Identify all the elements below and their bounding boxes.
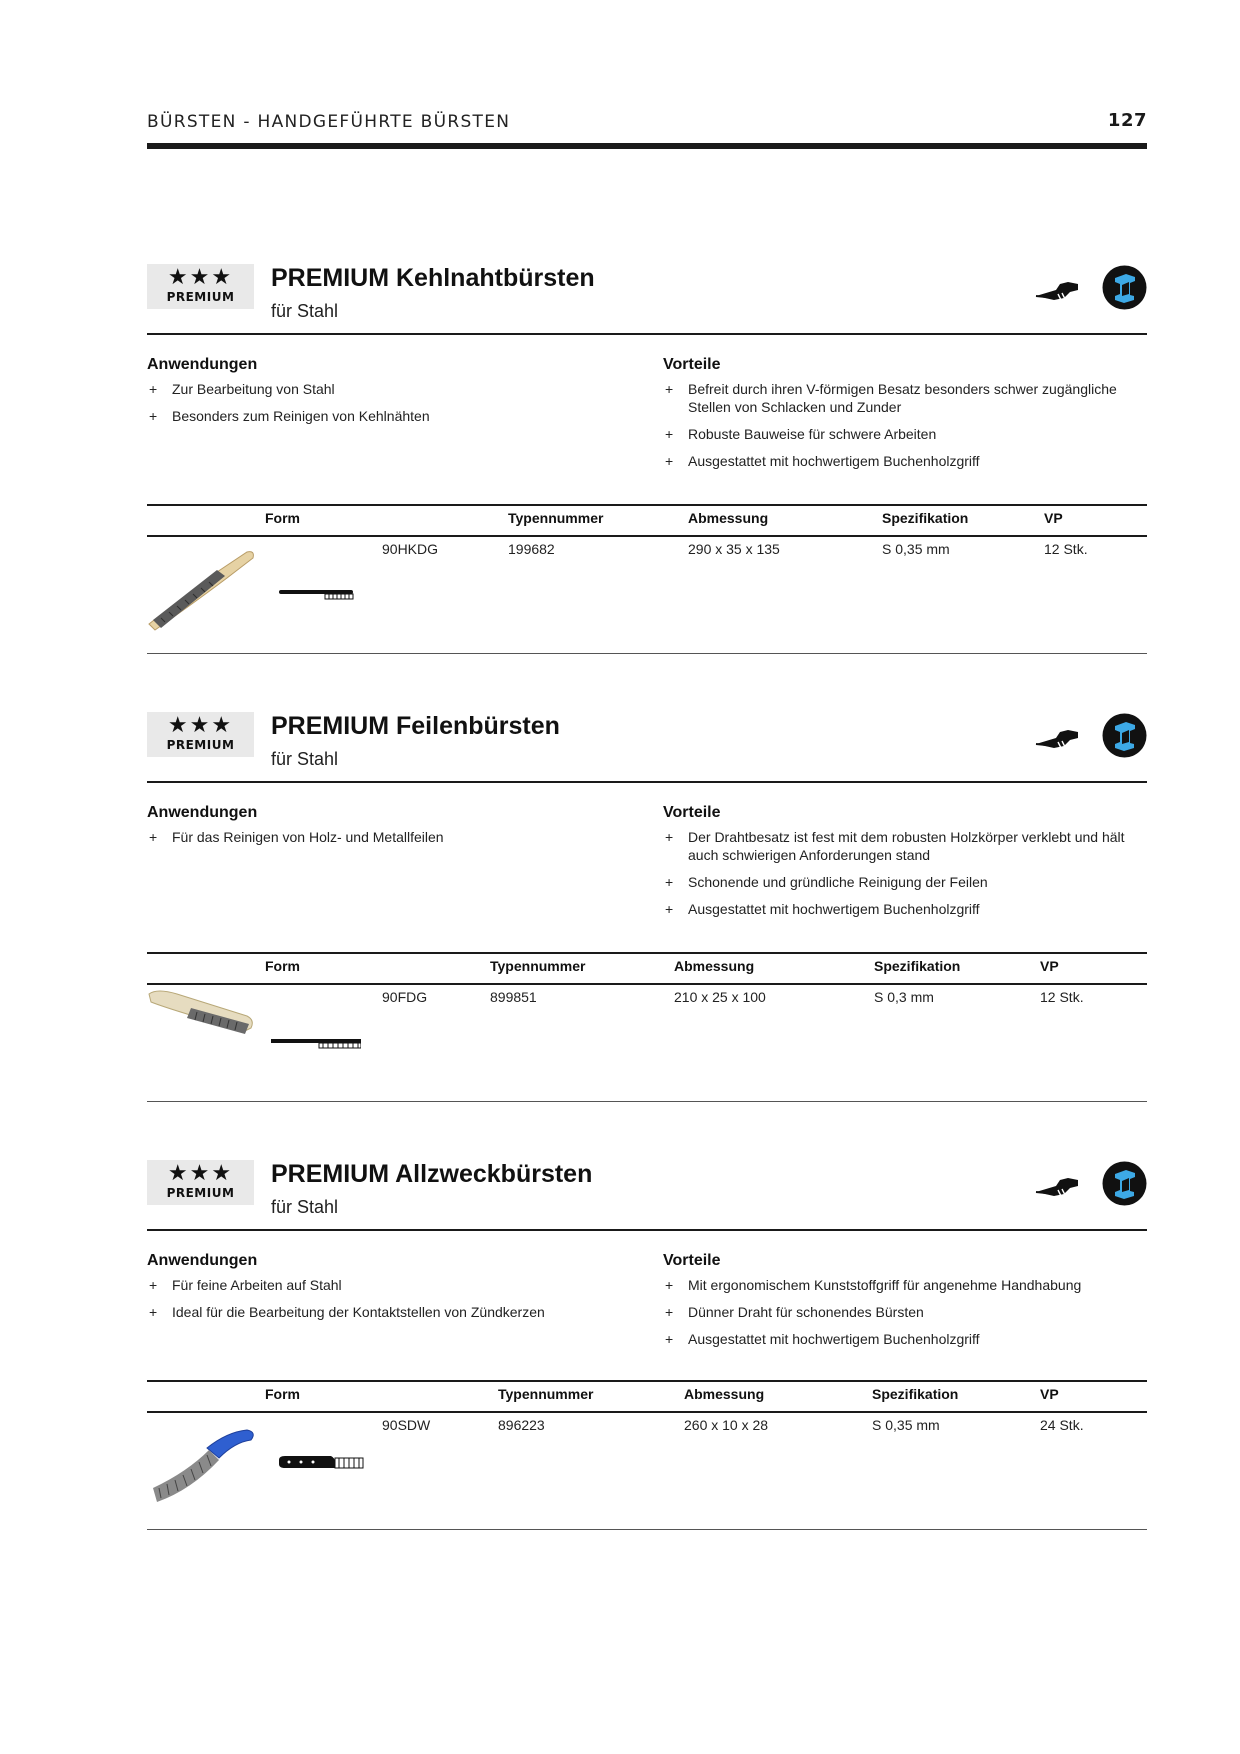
product-title: PREMIUM Kehlnahtbürsten (271, 264, 595, 292)
advantages-heading: Vorteile (663, 1252, 721, 1269)
product-title: PREMIUM Feilenbürsten (271, 712, 560, 740)
list-item: + Für feine Arbeiten auf Stahl (149, 1277, 342, 1293)
list-item: + Der Drahtbesatz ist fest mit dem robusten Holzkörper verklebt und hält auch schwierigen Anforderungen stand (665, 829, 1125, 863)
list-item: + Befreit durch ihren V-förmigen Besatz besonders schwer zugängliche Stellen von Schlacken und Zunder (665, 381, 1117, 415)
table-cell-type-number: 199682 (508, 541, 555, 557)
title-rule (147, 1229, 1147, 1231)
table-rule-bottom (147, 1101, 1147, 1102)
title-rule (147, 781, 1147, 783)
table-header-dimension: Abmessung (684, 1386, 765, 1402)
table-header-vp: VP (1044, 510, 1063, 526)
table-header-type-number: Typennummer (498, 1386, 594, 1402)
table-cell-code: 90SDW (382, 1417, 431, 1433)
table-rule-mid (147, 1411, 1147, 1413)
table-header-form: Form (265, 958, 300, 974)
table-cell-specification: S 0,3 mm (874, 989, 934, 1005)
table-cell-vp: 24 Stk. (1040, 1417, 1084, 1433)
product-title: PREMIUM Allzweckbürsten (271, 1160, 593, 1188)
advantages-heading: Vorteile (663, 356, 721, 373)
table-header-dimension: Abmessung (674, 958, 755, 974)
stars-icon: ★★★ (167, 265, 234, 290)
header-rule (147, 143, 1147, 149)
table-header-specification: Spezifikation (882, 510, 969, 526)
page-number: 127 (1107, 110, 1147, 131)
advantages-list (663, 828, 1147, 927)
product-subtitle: für Stahl (271, 749, 339, 769)
hand-held-brush-icon (1034, 1172, 1080, 1200)
table-cell-dimension: 210 x 25 x 100 (674, 989, 766, 1005)
table-cell-vp: 12 Stk. (1044, 541, 1088, 557)
list-item: + Ausgestattet mit hochwertigem Buchenholzgriff (665, 901, 980, 917)
table-header-type-number: Typennummer (508, 510, 604, 526)
list-item: + Mit ergonomischem Kunststoffgriff für angenehme Handhabung (665, 1277, 1082, 1293)
table-rule-bottom (147, 1529, 1147, 1530)
table-rule-bottom (147, 653, 1147, 654)
table-cell-code: 90HKDG (382, 541, 439, 557)
product-drawing (271, 1036, 361, 1052)
stars-icon: ★★★ (167, 713, 234, 738)
table-rule-mid (147, 535, 1147, 537)
list-item: + Ausgestattet mit hochwertigem Buchenholzgriff (665, 453, 980, 469)
applications-heading: Anwendungen (147, 1252, 258, 1269)
premium-badge (147, 1160, 254, 1205)
product-photo (147, 1418, 257, 1508)
table-header-form: Form (265, 510, 300, 526)
product-subtitle: für Stahl (271, 301, 339, 321)
table-cell-type-number: 899851 (490, 989, 537, 1005)
table-header-dimension: Abmessung (688, 510, 769, 526)
stars-icon: ★★★ (167, 1161, 234, 1186)
applications-list (147, 1276, 627, 1330)
hand-held-brush-icon (1034, 724, 1080, 752)
advantages-list (663, 1276, 1147, 1357)
list-item: + Ausgestattet mit hochwertigem Buchenholzgriff (665, 1331, 980, 1347)
premium-badge-label: PREMIUM (166, 290, 235, 304)
list-item: + Zur Bearbeitung von Stahl (149, 381, 335, 397)
title-rule (147, 333, 1147, 335)
info-icon (1102, 265, 1147, 310)
product-subtitle: für Stahl (271, 1197, 339, 1217)
applications-heading: Anwendungen (147, 356, 258, 373)
list-item: + Schonende und gründliche Reinigung der Feilen (665, 874, 988, 890)
list-item: + Besonders zum Reinigen von Kehlnähten (149, 408, 430, 424)
list-item: + Ideal für die Bearbeitung der Kontaktstellen von Zündkerzen (149, 1304, 545, 1320)
table-header-vp: VP (1040, 1386, 1059, 1402)
premium-badge-label: PREMIUM (166, 738, 235, 752)
premium-badge-label: PREMIUM (166, 1186, 235, 1200)
table-rule-top (147, 504, 1147, 506)
table-cell-type-number: 896223 (498, 1417, 545, 1433)
table-rule-top (147, 1380, 1147, 1382)
list-item: + Für das Reinigen von Holz- und Metallfeilen (149, 829, 444, 845)
table-header-specification: Spezifikation (872, 1386, 959, 1402)
table-cell-vp: 12 Stk. (1040, 989, 1084, 1005)
page-header (147, 112, 1147, 152)
applications-heading: Anwendungen (147, 804, 258, 821)
table-cell-dimension: 260 x 10 x 28 (684, 1417, 769, 1433)
hand-held-brush-icon (1034, 276, 1080, 304)
table-header-form: Form (265, 1386, 300, 1402)
table-cell-dimension: 290 x 35 x 135 (688, 541, 780, 557)
table-header-vp: VP (1040, 958, 1059, 974)
info-icon (1102, 713, 1147, 758)
table-header-specification: Spezifikation (874, 958, 961, 974)
table-rule-mid (147, 983, 1147, 985)
advantages-heading: Vorteile (663, 804, 721, 821)
page-header-title: BÜRSTEN - HANDGEFÜHRTE BÜRSTEN (147, 112, 511, 132)
list-item: + Dünner Draht für schonendes Bürsten (665, 1304, 924, 1320)
table-cell-specification: S 0,35 mm (872, 1417, 940, 1433)
product-drawing (279, 1454, 369, 1472)
table-header-type-number: Typennummer (490, 958, 586, 974)
applications-list (147, 380, 627, 434)
info-icon (1102, 1161, 1147, 1206)
product-drawing (279, 586, 369, 602)
table-rule-top (147, 952, 1147, 954)
product-photo (147, 542, 257, 632)
advantages-list (663, 380, 1147, 479)
premium-badge (147, 264, 254, 309)
applications-list (147, 828, 627, 855)
table-cell-specification: S 0,35 mm (882, 541, 950, 557)
list-item: + Robuste Bauweise für schwere Arbeiten (665, 426, 937, 442)
premium-badge (147, 712, 254, 757)
product-photo (147, 984, 257, 1044)
table-cell-code: 90FDG (382, 989, 428, 1005)
